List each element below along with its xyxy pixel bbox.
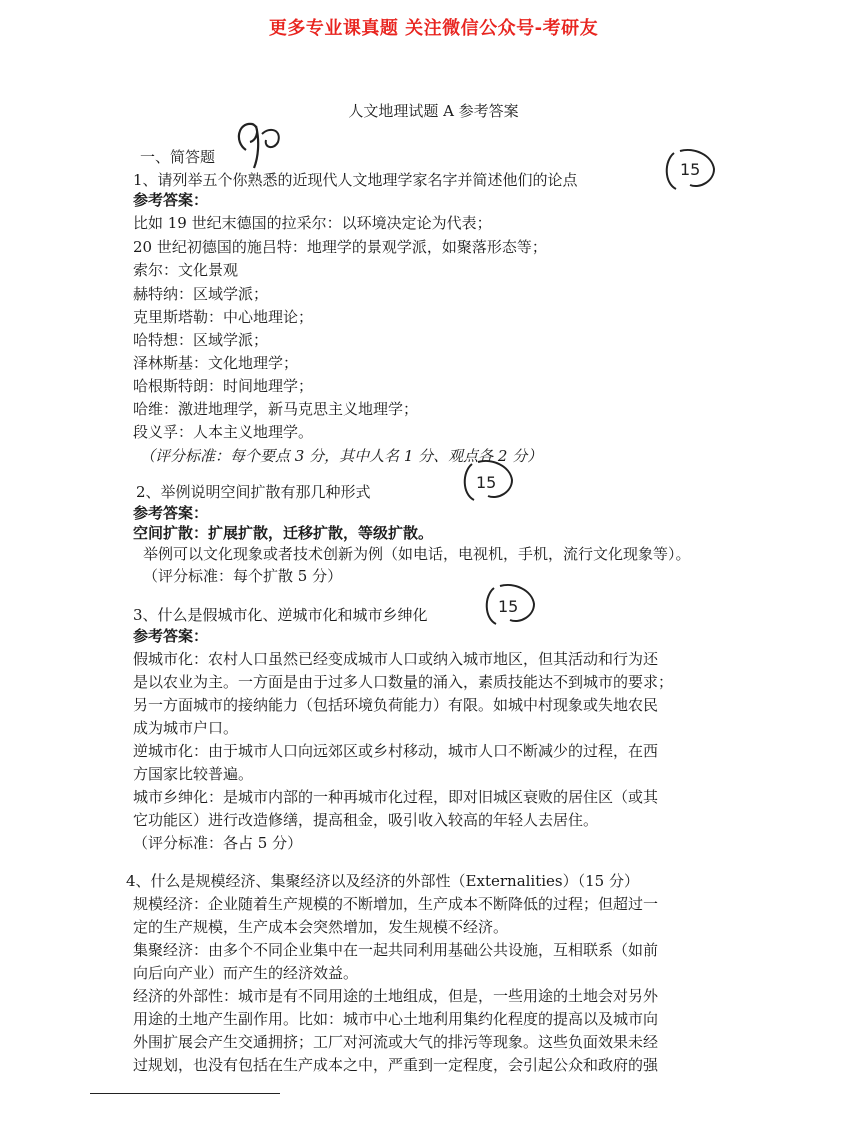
score-q3: 15: [498, 597, 519, 616]
answer-line: 假城市化：农村人口虽然已经变成城市人口或纳入城市地区，但其活动和行为还: [133, 650, 659, 668]
question-3: 3、什么是假城市化、逆城市化和城市乡绅化: [133, 606, 428, 624]
score-q1: 15: [680, 160, 701, 179]
answer-line: 外围扩展会产生交通拥挤；工厂对河流或大气的排污等现象。这些负面效果未经: [133, 1033, 659, 1051]
answer-line: 克里斯塔勒：中心地理论；: [133, 308, 314, 326]
question-1: 1、请列举五个你熟悉的近现代人文地理学家名字并简述他们的论点: [133, 171, 578, 189]
question-2: 2、举例说明空间扩散有那几种形式: [136, 483, 371, 501]
answer-line: 是以农业为主。一方面是由于过多人口数量的涌入，素质技能达不到城市的要求；: [133, 673, 674, 691]
section-heading: 一、简答题: [140, 148, 216, 166]
answer-line: 定的生产规模，生产成本会突然增加，发生规模不经济。: [133, 918, 509, 936]
question-4: 4、什么是规模经济、集聚经济以及经济的外部性（Externalities）（15 分）: [126, 872, 639, 890]
answer-line: 方国家比较普遍。: [133, 765, 254, 783]
score-q2: 15: [476, 473, 497, 492]
answer-line: 哈根斯特朗：时间地理学；: [133, 377, 314, 395]
answer-line: 20 世纪初德国的施吕特：地理学的景观学派，如聚落形态等；: [133, 238, 547, 256]
answer-line: 泽林斯基：文化地理学；: [133, 354, 299, 372]
answer-line: 城市乡绅化：是城市内部的一种再城市化过程，即对旧城区衰败的居住区（或其: [133, 788, 659, 806]
score-circle-q3: [480, 582, 540, 630]
answer-label-q3: 参考答案：: [133, 627, 209, 645]
scoring-note-q3: （评分标准：各占 5 分）: [133, 834, 303, 852]
answer-line: 成为城市户口。: [133, 719, 239, 737]
answer-label-q1: 参考答案：: [133, 191, 209, 209]
answer-line: 空间扩散：扩展扩散，迁移扩散，等级扩散。: [133, 524, 434, 542]
answer-line: 集聚经济：由多个不同企业集中在一起共同利用基础公共设施，互相联系（如前: [133, 941, 659, 959]
footnote-divider: [90, 1093, 280, 1094]
answer-line: 过规划，也没有包括在生产成本之中，严重到一定程度，会引起公众和政府的强: [133, 1056, 659, 1074]
answer-line: 比如 19 世纪末德国的拉采尔：以环境决定论为代表；: [133, 214, 492, 232]
answer-line: 哈维：激进地理学，新马克思主义地理学；: [133, 400, 419, 418]
answer-line: 索尔：文化景观: [133, 261, 239, 279]
answer-line: 它功能区）进行改造修缮，提高租金，吸引收入较高的年轻人去居住。: [133, 811, 599, 829]
answer-line: 另一方面城市的接纳能力（包括环境负荷能力）有限。如城中村现象或失地农民: [133, 696, 659, 714]
answer-line: 经济的外部性：城市是有不同用途的土地组成，但是，一些用途的土地会对另外: [133, 987, 659, 1005]
answer-line: 逆城市化：由于城市人口向远郊区或乡村移动，城市人口不断减少的过程，在西: [133, 742, 659, 760]
page-title: 人文地理试题 A 参考答案: [348, 102, 519, 120]
answer-line: 哈特想：区域学派；: [133, 331, 269, 349]
answer-line: 赫特纳：区域学派；: [133, 285, 269, 303]
promo-banner: 更多专业课真题 关注微信公众号-考研友: [268, 18, 599, 39]
answer-label-q2: 参考答案：: [133, 504, 209, 522]
grader-handwritten-mark: [228, 112, 288, 172]
answer-line: 段义孚：人本主义地理学。: [133, 423, 314, 441]
answer-line: 规模经济：企业随着生产规模的不断增加，生产成本不断降低的过程；但超过一: [133, 895, 659, 913]
answer-line: 向后向产业）而产生的经济效益。: [133, 964, 359, 982]
answer-line: 用途的土地产生副作用。比如：城市中心土地利用集约化程度的提高以及城市向: [133, 1010, 659, 1028]
scoring-note-q1: （评分标准：每个要点 3 分，其中人名 1 分、观点各 2 分）: [140, 447, 543, 465]
score-circle-q1: [660, 145, 720, 195]
scoring-note-q2: （评分标准：每个扩散 5 分）: [143, 567, 343, 585]
answer-line: 举例可以文化现象或者技术创新为例（如电话，电视机，手机，流行文化现象等）。: [143, 545, 691, 563]
